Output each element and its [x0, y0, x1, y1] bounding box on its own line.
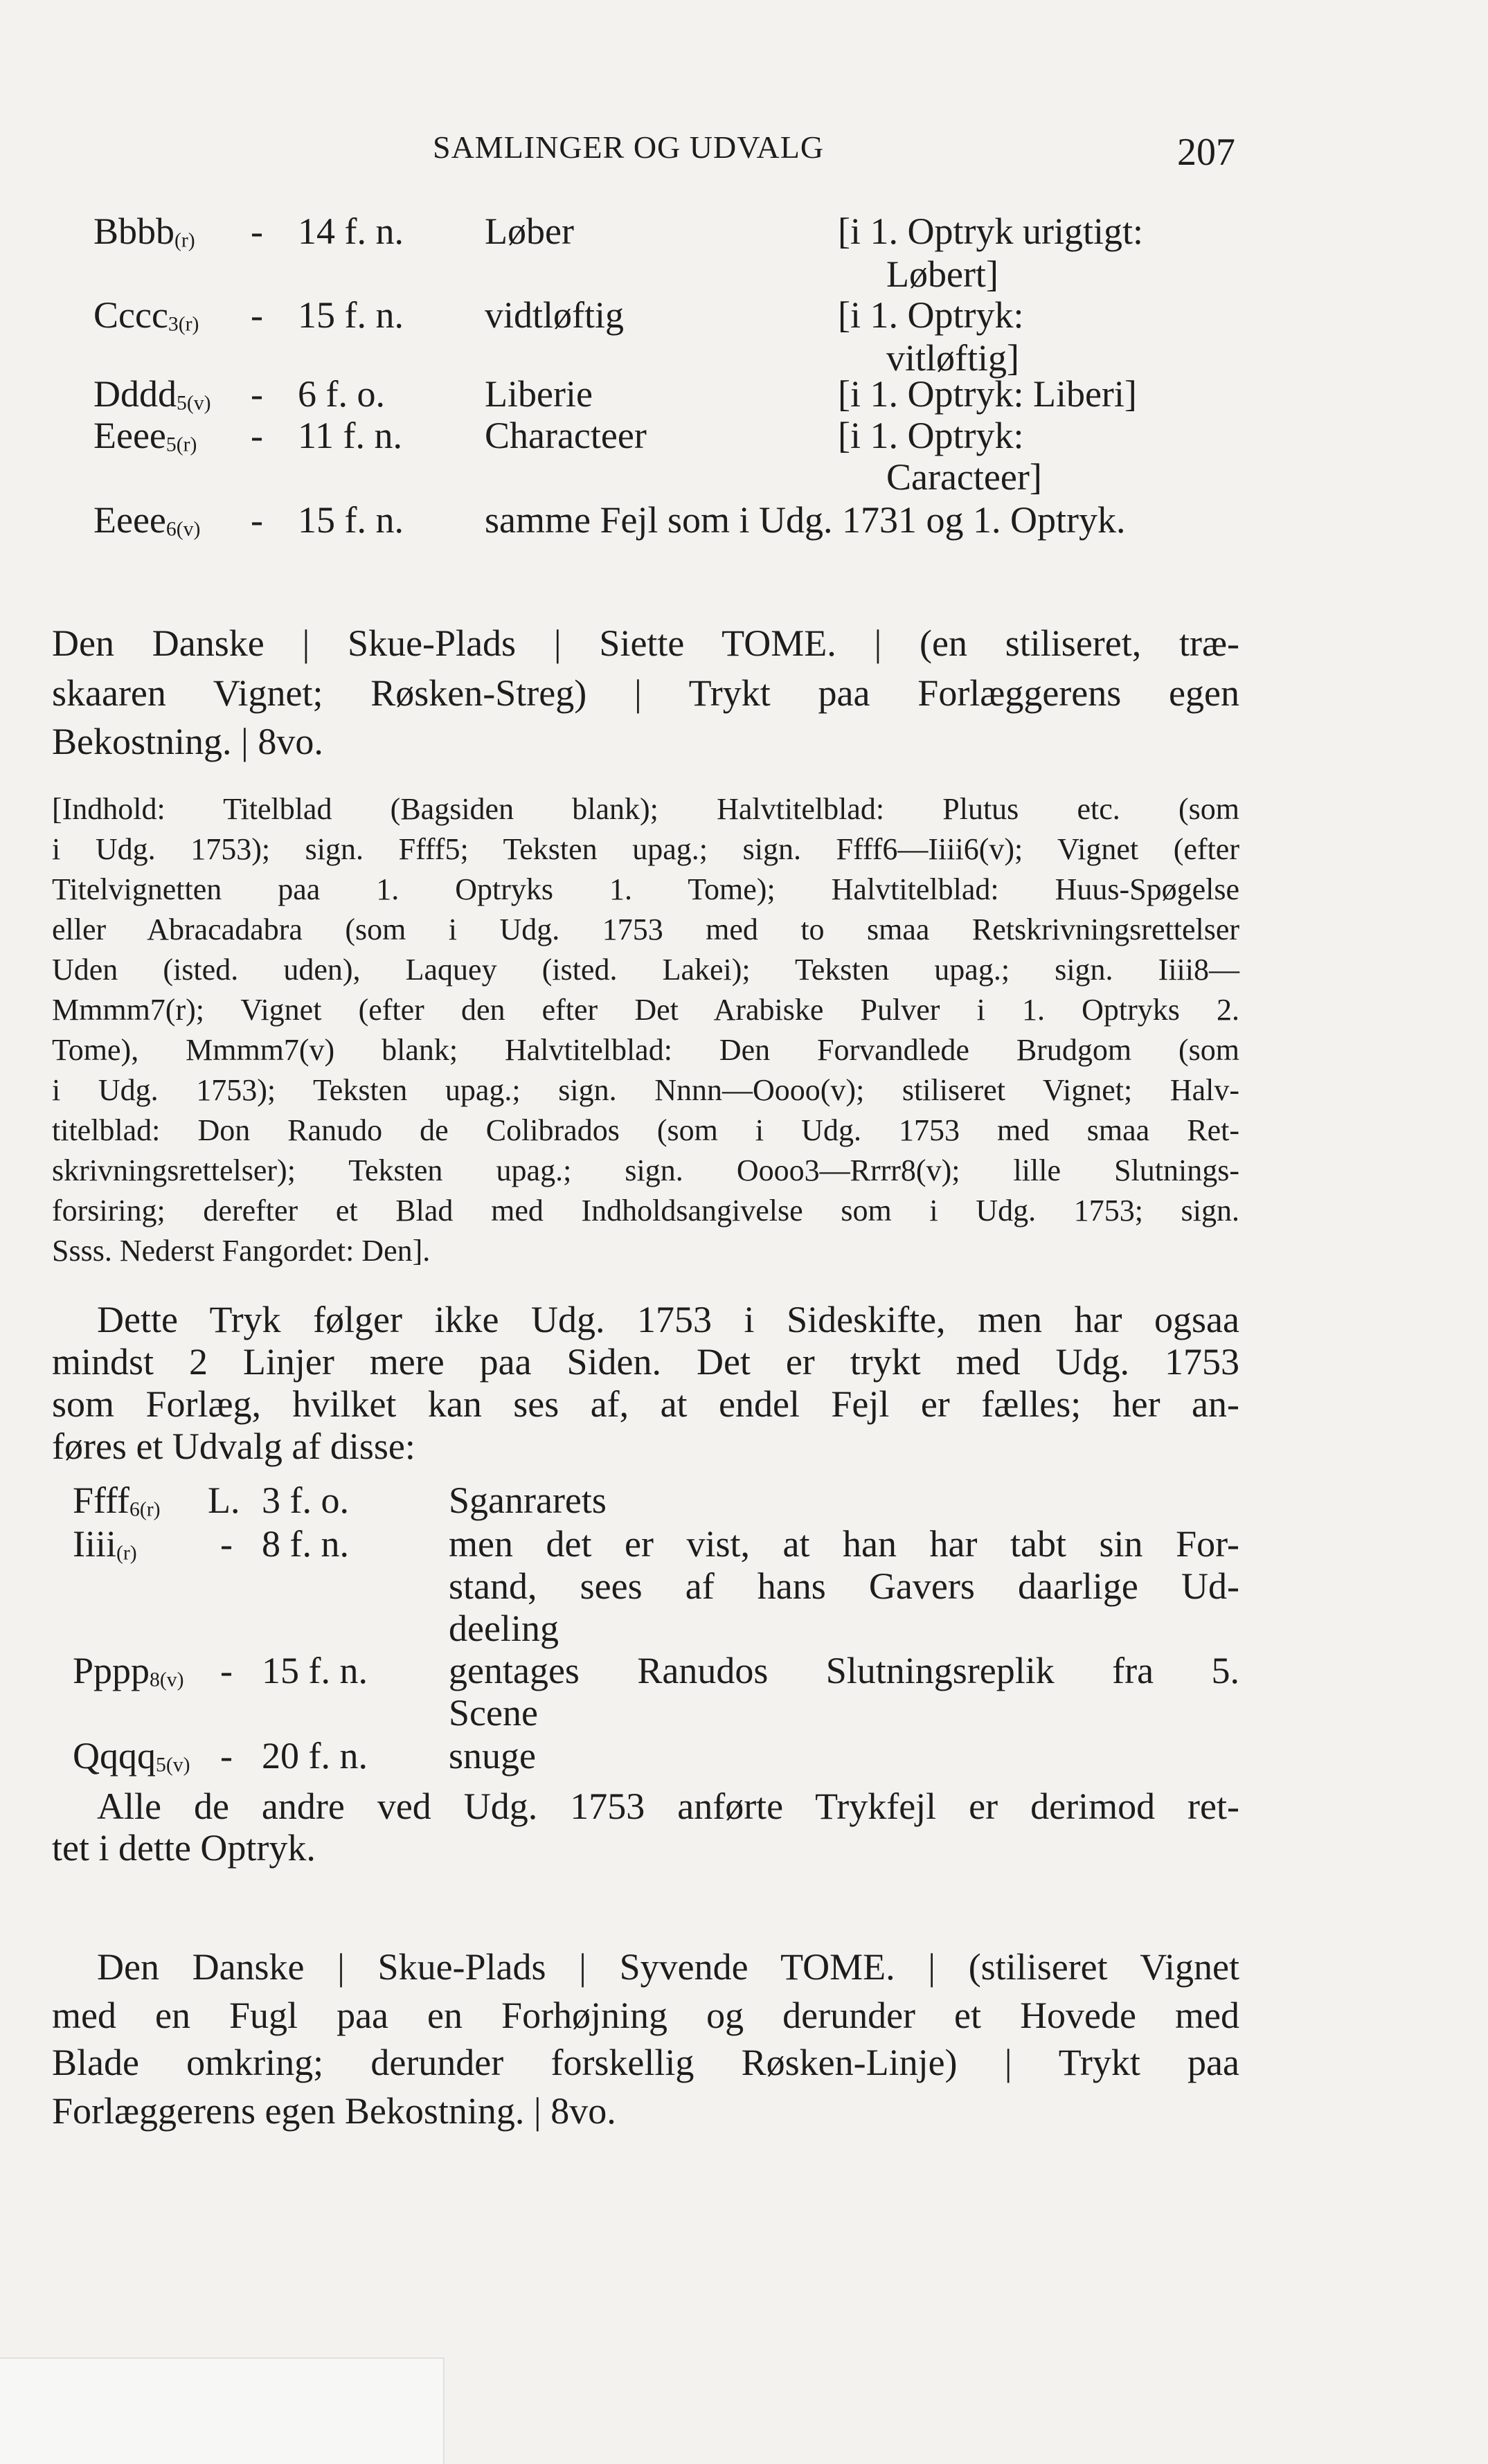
note: vitløftig] [886, 337, 1019, 379]
errata-text: deeling [449, 1608, 559, 1649]
signature: Eeee6(v) [93, 499, 201, 541]
line-ref: 15 f. n. [298, 294, 404, 336]
word: Characteer [485, 415, 647, 456]
note: Løbert] [886, 253, 998, 295]
signature: Eeee5(r) [93, 415, 197, 456]
line-ref: 15 f. n. [262, 1650, 368, 1691]
paragraph-line: føres et Udvalg af disse: [52, 1426, 415, 1467]
dash: - [251, 415, 263, 456]
word: samme Fejl som i Udg. 1731 og 1. Optryk. [485, 499, 1126, 541]
errata-text: men det er vist, at han har tabt sin For- [449, 1523, 1239, 1565]
note: [i 1. Optryk urigtigt: [838, 210, 1143, 252]
errata-row [0, 294, 1488, 336]
word: Løber [485, 210, 574, 252]
dash: - [220, 1735, 233, 1777]
errata-row [0, 498, 1488, 541]
contents-line: Mmmm7(r); Vignet (efter den efter Det Arabiske Pulver i 1. Optryks 2. [52, 993, 1239, 1027]
errata-row [0, 372, 1488, 415]
dash: - [251, 499, 263, 541]
title-line: med en Fugl paa en Forhøjning og derunder et Hovede med [52, 1995, 1239, 2036]
line-ref: 6 f. o. [298, 373, 385, 415]
errata-row [0, 414, 1488, 457]
title-line: Den Danske | Skue-Plads | Siette TOME. | (en stiliseret, træ- [52, 622, 1239, 664]
contents-line: [Indhold: Titelblad (Bagsiden blank); Halvtitelblad: Plutus etc. (som [52, 792, 1239, 826]
contents-line: eller Abracadabra (som i Udg. 1753 med to smaa Retskrivningsrettelser [52, 912, 1239, 946]
dash: - [251, 210, 263, 252]
note: [i 1. Optryk: Liberi] [838, 373, 1137, 415]
signature: Qqqq5(v) [73, 1735, 190, 1777]
contents-line: skrivningsrettelser); Teksten upag.; sign. Oooo3—Rrrr8(v); lille Slutnings- [52, 1153, 1239, 1187]
title-line: skaaren Vignet; Røsken-Streg) | Trykt paa Forlæggerens egen [52, 672, 1239, 714]
contents-line: titelblad: Don Ranudo de Colibrados (som i Udg. 1753 med smaa Ret- [52, 1113, 1239, 1147]
word: vidtløftig [485, 294, 624, 336]
word: Liberie [485, 373, 593, 415]
scan-mask-box [0, 2357, 445, 2464]
dash: - [251, 294, 263, 336]
contents-line: Uden (isted. uden), Laquey (isted. Lakei); Teksten upag.; sign. Iiii8— [52, 953, 1239, 987]
paragraph-line: Alle de andre ved Udg. 1753 anførte Trykfejl er derimod ret- [97, 1786, 1239, 1827]
signature: Cccc3(r) [93, 294, 199, 336]
signature: Bbbb(r) [93, 210, 195, 252]
contents-line: Titelvignetten paa 1. Optryks 1. Tome); Halvtitelblad: Huus-Spøgelse [52, 872, 1239, 906]
paragraph-line: Dette Tryk følger ikke Udg. 1753 i Sideskifte, men har ogsaa [97, 1299, 1239, 1340]
errata-text: gentages Ranudos Slutningsreplik fra 5. [449, 1650, 1239, 1691]
signature: Pppp8(v) [73, 1650, 184, 1691]
note: [i 1. Optryk: [838, 294, 1024, 336]
errata-row-cont [0, 456, 1488, 498]
title-line: Bekostning. | 8vo. [52, 721, 323, 762]
paragraph-line: som Forlæg, hvilket kan ses af, at endel Fejl er fælles; her an- [52, 1383, 1239, 1425]
line-ref: 14 f. n. [298, 210, 404, 252]
dash: - [220, 1650, 233, 1691]
word: Sganrarets [449, 1480, 607, 1521]
errata-row [0, 1479, 1488, 1522]
paragraph-line: mindst 2 Linjer mere paa Siden. Det er trykt med Udg. 1753 [52, 1341, 1239, 1383]
signature: Ffff6(r) [73, 1480, 161, 1521]
dash: - [220, 1523, 233, 1565]
contents-line: i Udg. 1753); sign. Ffff5; Teksten upag.; sign. Ffff6—Iiii6(v); Vignet (efter [52, 832, 1239, 866]
errata-text: stand, sees af hans Gavers daarlige Ud- [449, 1565, 1239, 1607]
errata-text: Scene [449, 1692, 538, 1734]
line-ref: 3 f. o. [262, 1480, 349, 1521]
note: Caracteer] [886, 456, 1042, 498]
line-ref: 20 f. n. [262, 1735, 368, 1777]
errata-row [0, 210, 1488, 253]
line-ref: 11 f. n. [298, 415, 402, 456]
line-ref: 8 f. n. [262, 1523, 349, 1565]
signature: Dddd5(v) [93, 373, 211, 415]
contents-line: forsiring; derefter et Blad med Indholdsangivelse som i Udg. 1753; sign. [52, 1194, 1239, 1227]
title-line: Forlæggerens egen Bekostning. | 8vo. [52, 2090, 616, 2132]
signature: Iiii(r) [73, 1523, 137, 1565]
contents-line: Ssss. Nederst Fangordet: Den]. [52, 1234, 431, 1268]
dash: - [251, 373, 263, 415]
word: snuge [449, 1735, 536, 1777]
dash: L. [208, 1480, 240, 1521]
errata-row-cont [0, 253, 1488, 296]
paragraph-line: tet i dette Optryk. [52, 1827, 316, 1869]
line-ref: 15 f. n. [298, 499, 404, 541]
errata-row [0, 1734, 1488, 1777]
running-title: SAMLINGER OG UDVALG [433, 129, 825, 165]
contents-line: Tome), Mmmm7(v) blank; Halvtitelblad: Den Forvandlede Brudgom (som [52, 1033, 1239, 1067]
page-number: 207 [1177, 131, 1235, 174]
note: [i 1. Optryk: [838, 415, 1024, 456]
title-line: Blade omkring; derunder forskellig Røsken-Linje) | Trykt paa [52, 2042, 1239, 2083]
contents-line: i Udg. 1753); Teksten upag.; sign. Nnnn—Oooo(v); stiliseret Vignet; Halv- [52, 1073, 1239, 1107]
title-line: Den Danske | Skue-Plads | Syvende TOME. | (stiliseret Vignet [97, 1946, 1239, 1988]
